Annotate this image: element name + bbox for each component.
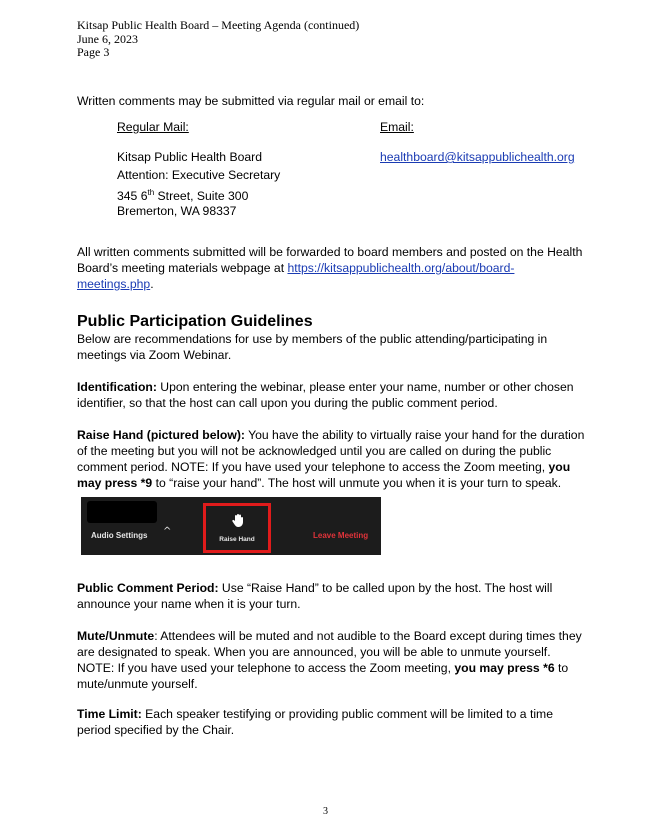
board-meetings-link[interactable]: https://kitsappublichealth.org/about/board-meetings.php	[77, 261, 515, 291]
mail-street-rest: Street, Suite 300	[154, 189, 249, 204]
raise-hand-phone-code: you may press *9	[77, 460, 571, 490]
raise-hand-highlight	[203, 503, 271, 553]
raise-hand-label-image: Raise Hand	[219, 536, 255, 543]
raise-hand-text: You have the ability to virtually raise your hand for the duration of the meeting but you will not be acknowledged until you are called on during the public comment period. NOTE: If you have used your telephone to access the Zoom meeting,	[77, 428, 585, 474]
written-comments-intro: Written comments may be submitted via regular mail or email to:	[77, 94, 425, 108]
regular-mail-heading: Regular Mail:	[117, 120, 189, 134]
email-block	[380, 119, 575, 165]
redacted-area	[87, 501, 157, 523]
time-limit-label: Time Limit:	[77, 707, 142, 721]
guidelines-intro: Below are recommendations for use by members of the public attending/participating in meetings via Zoom Webinar.	[77, 332, 548, 362]
forwarded-text: All written comments submitted will be forwarded to board members and posted on the Health Board’s meeting materials webpage at	[77, 245, 583, 275]
page-header	[77, 19, 359, 60]
raised-hand-icon	[230, 512, 246, 528]
header-page: Page 3	[77, 45, 110, 59]
mute-phone-code: you may press *6	[454, 661, 555, 675]
zoom-toolbar-image	[81, 497, 381, 555]
email-heading: Email:	[380, 120, 414, 134]
time-limit-text: Each speaker testifying or providing public comment will be limited to a time period specified by the Chair.	[77, 707, 553, 737]
mute-text: : Attendees will be muted and not audible to the Board except during times they are designated to speak. When you are announced, you will be able to unmute yourself. NOTE: If you have used your telephone to access the Zoom meeting,	[77, 629, 582, 675]
mail-line-3	[117, 185, 280, 203]
public-comment-text: Use “Raise Hand” to be called upon by the host. The host will announce your name when it is your turn.	[77, 581, 553, 611]
mail-line-2: Attention: Executive Secretary	[117, 168, 281, 182]
mail-street-number: 345 6	[117, 189, 148, 204]
raise-hand-paragraph	[77, 427, 587, 491]
forwarded-period: .	[150, 277, 154, 291]
email-link[interactable]: healthboard@kitsappublichealth.org	[380, 150, 575, 164]
mail-line-4: Bremerton, WA 98337	[117, 204, 237, 218]
identification-text: Upon entering the webinar, please enter your name, number or other chosen identifier, so that the host can call upon you during the public comment period.	[77, 380, 574, 410]
identification-label: Identification:	[77, 380, 157, 394]
header-date: June 6, 2023	[77, 31, 138, 46]
forwarded-paragraph	[77, 244, 587, 292]
mail-line-1: Kitsap Public Health Board	[117, 150, 262, 164]
public-comment-label: Public Comment Period:	[77, 581, 219, 595]
public-comment-paragraph	[77, 580, 587, 612]
raise-hand-text-end: to “raise your hand”. The host will unmute you when it is your turn to speak.	[152, 476, 562, 490]
header-title: Kitsap Public Health Board – Meeting Agenda (continued)	[77, 18, 360, 32]
raise-hand-label: Raise Hand (pictured below):	[77, 428, 245, 442]
identification-paragraph	[77, 379, 587, 411]
audio-settings-label: Audio Settings	[91, 531, 148, 540]
chevron-up-icon: ^	[163, 526, 172, 537]
regular-mail-block	[117, 119, 280, 221]
mute-paragraph	[77, 628, 587, 692]
mute-text-end: to mute/unmute yourself.	[77, 661, 569, 691]
mute-label: Mute/Unmute	[77, 629, 155, 643]
page-number: 3	[323, 806, 328, 817]
mail-street-suffix: th	[147, 188, 155, 197]
leave-meeting-label: Leave Meeting	[313, 531, 369, 540]
guidelines-heading: Public Participation Guidelines	[77, 313, 313, 330]
time-limit-paragraph	[77, 706, 587, 738]
